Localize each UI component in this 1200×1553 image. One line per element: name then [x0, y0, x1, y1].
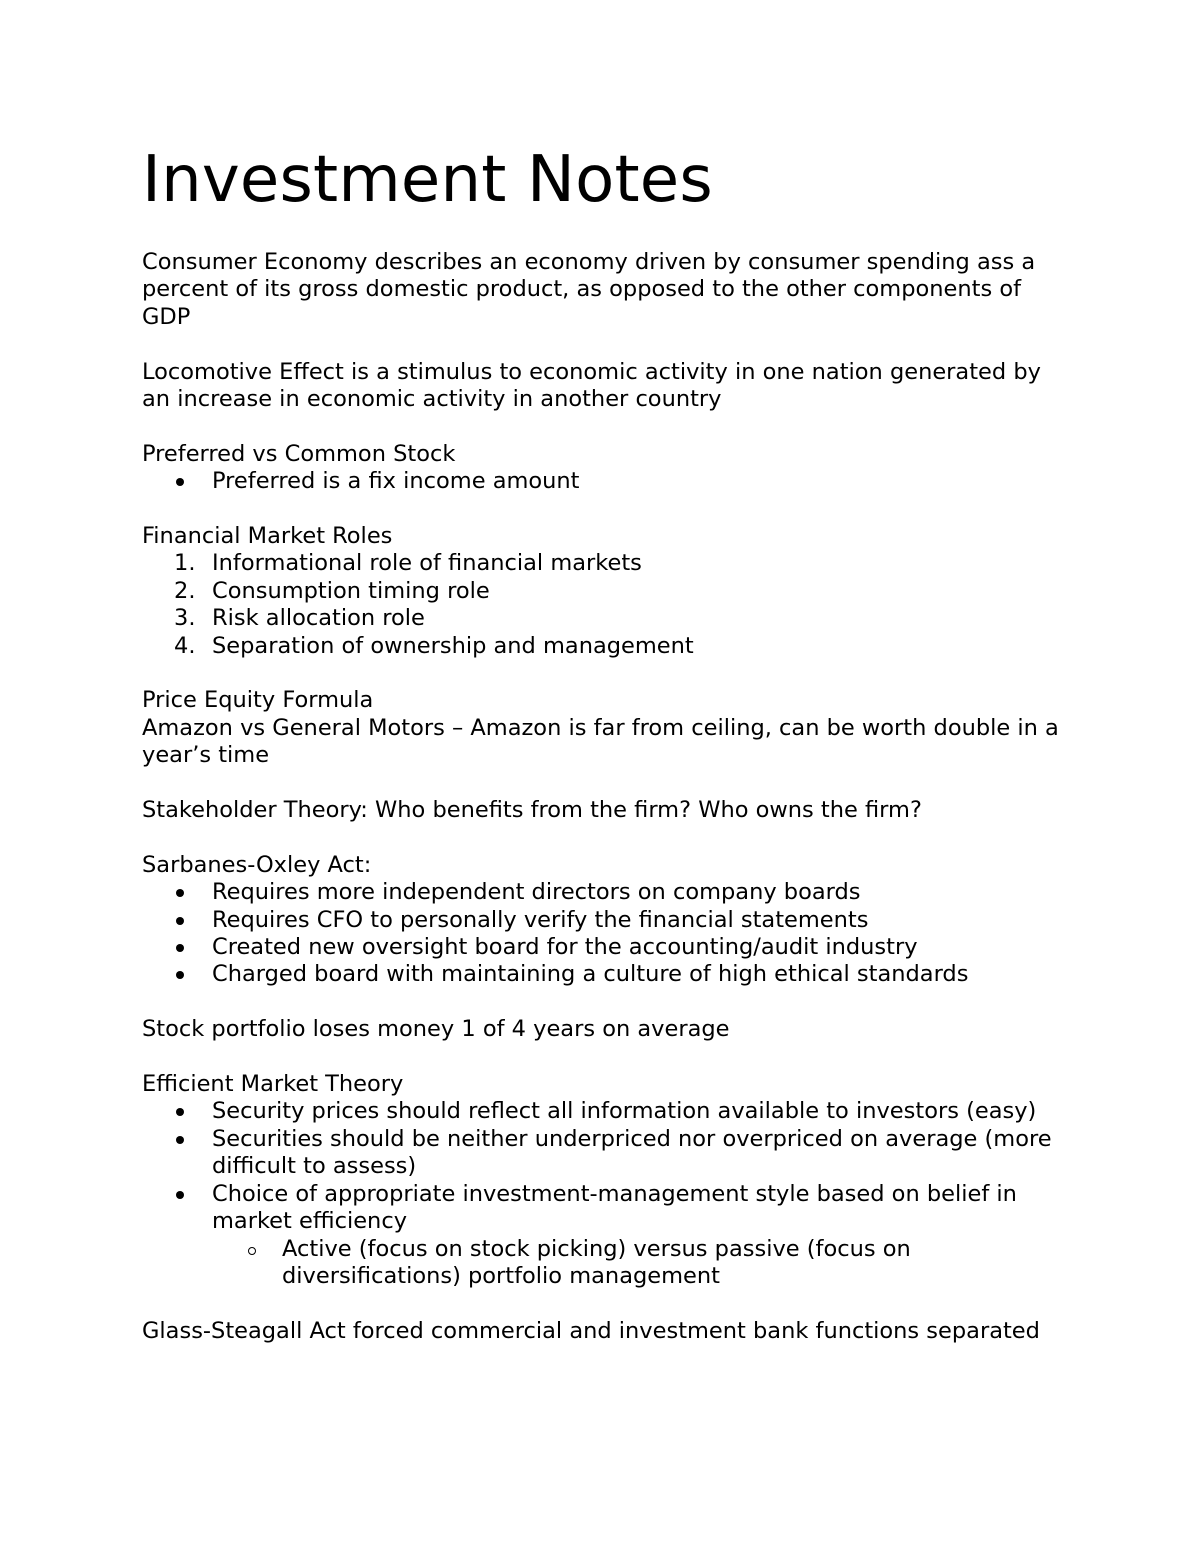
bullet-icon [176, 889, 184, 897]
efficient-market-sublist [142, 1236, 1062, 1291]
spacer [142, 496, 1062, 523]
bullet-icon [176, 944, 184, 952]
list-item [142, 1181, 1062, 1236]
sub-list-item [142, 1236, 1062, 1291]
list-item-text: Securities should be neither underpriced nor overpriced on average (more difficult to assess) [212, 1125, 1052, 1180]
document-page [142, 140, 1062, 1345]
list-item-text: Created new oversight board for the accounting/audit industry [212, 934, 918, 961]
market-roles-list [142, 550, 1062, 660]
bullet-icon [176, 1108, 184, 1116]
spacer [142, 413, 1062, 440]
list-item [142, 468, 1062, 495]
list-item [142, 578, 1062, 605]
efficient-market-heading: Efficient Market Theory [142, 1071, 404, 1098]
list-number: 3. [174, 605, 196, 632]
stock-portfolio-paragraph: Stock portfolio loses money 1 of 4 years on average [142, 1016, 730, 1043]
list-item-text: Requires more independent directors on company boards [212, 879, 861, 906]
list-item [142, 961, 1062, 988]
list-item [142, 907, 1062, 934]
list-item-text: Risk allocation role [212, 605, 425, 632]
bullet-icon [176, 971, 184, 979]
spacer [142, 1290, 1062, 1317]
consumer-economy-paragraph: Consumer Economy describes an economy driven by consumer spending ass a percent of its gross domestic product, as opposed to the other components of GDP [142, 249, 1036, 330]
sarbanes-list [142, 879, 1062, 989]
list-item-text: Preferred is a fix income amount [212, 468, 580, 495]
list-item-text: Active (focus on stock picking) versus passive (focus on diversifications) portfolio management [282, 1235, 911, 1289]
preferred-heading: Preferred vs Common Stock [142, 440, 456, 467]
list-item [142, 550, 1062, 577]
bullet-icon [176, 1191, 184, 1199]
spacer [142, 989, 1062, 1016]
list-number: 1. [174, 550, 196, 577]
spacer [142, 770, 1062, 797]
bullet-icon [176, 917, 184, 925]
sarbanes-heading: Sarbanes-Oxley Act: [142, 851, 372, 878]
market-roles-heading: Financial Market Roles [142, 523, 393, 550]
spacer [142, 824, 1062, 851]
list-item [142, 1098, 1062, 1125]
spacer [142, 331, 1062, 358]
locomotive-effect-paragraph: Locomotive Effect is a stimulus to economic activity in one nation generated by an increase in economic activity in another country [142, 358, 1041, 413]
list-item-text: Informational role of financial markets [212, 550, 642, 577]
price-equity-text: Amazon vs General Motors – Amazon is far from ceiling, can be worth double in a year’s time [142, 714, 1059, 769]
list-item [142, 633, 1062, 660]
list-item-text: Separation of ownership and management [212, 632, 694, 659]
price-equity-heading: Price Equity Formula [142, 687, 374, 714]
spacer [142, 660, 1062, 687]
bullet-icon [176, 1136, 184, 1144]
list-item [142, 879, 1062, 906]
spacer [142, 1044, 1062, 1071]
hollow-bullet-icon [248, 1247, 256, 1255]
bullet-icon [176, 478, 184, 486]
list-number: 4. [174, 632, 196, 659]
list-item-text: Choice of appropriate investment-management style based on belief in market efficiency [212, 1180, 1017, 1235]
preferred-list [142, 468, 1062, 495]
list-item-text: Consumption timing role [212, 577, 490, 604]
list-item [142, 934, 1062, 961]
list-item-text: Requires CFO to personally verify the financial statements [212, 906, 869, 933]
stakeholder-paragraph: Stakeholder Theory: Who benefits from the firm? Who owns the firm? [142, 797, 922, 824]
list-number: 2. [174, 577, 196, 604]
list-item-text: Charged board with maintaining a culture of high ethical standards [212, 961, 969, 988]
glass-steagall-paragraph: Glass-Steagall Act forced commercial and investment bank functions separated [142, 1317, 1040, 1344]
efficient-market-list [142, 1098, 1062, 1235]
list-item [142, 605, 1062, 632]
list-item-text: Security prices should reflect all information available to investors (easy) [212, 1098, 1037, 1125]
list-item [142, 1126, 1062, 1181]
page-title: Investment Notes [142, 143, 713, 217]
